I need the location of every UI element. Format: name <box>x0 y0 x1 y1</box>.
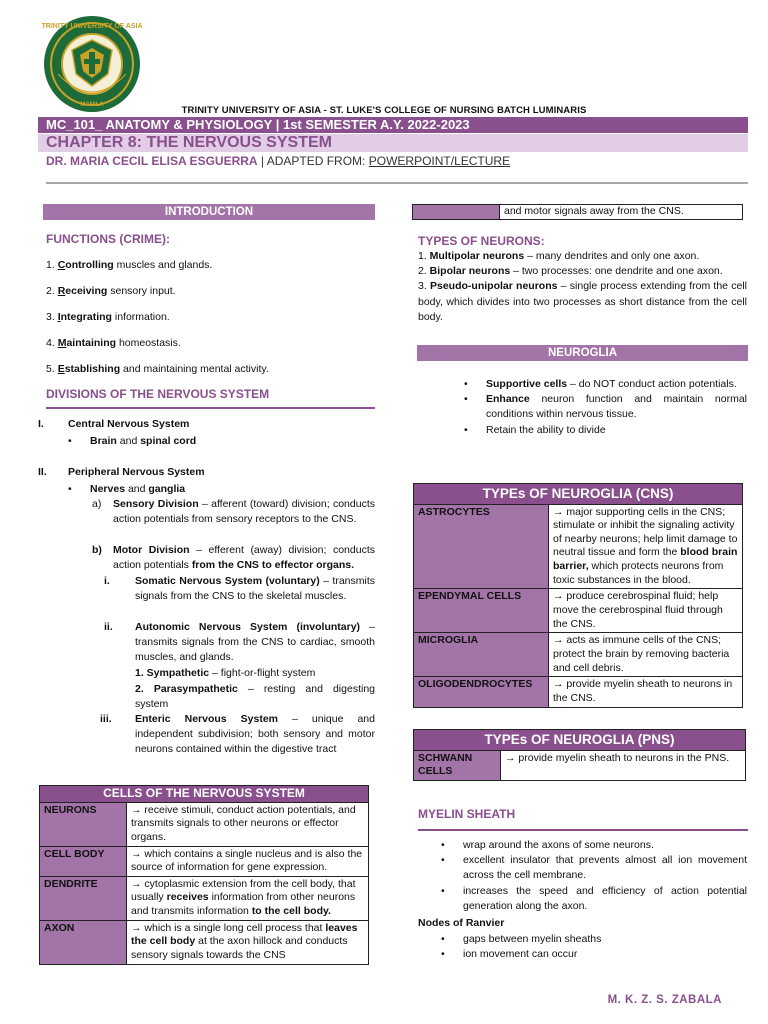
header-divider <box>46 182 748 184</box>
cns-heading: Central Nervous System <box>68 418 190 430</box>
neuron-types-list <box>418 249 747 325</box>
cell-value: → produce cerebrospinal fluid; help move the cerebrospinal fluid through the CNS. <box>549 589 743 633</box>
function-item: 3. Integrating information. <box>46 311 170 323</box>
cell-key: NEURONS <box>40 802 127 846</box>
cell-value: → acts as immune cells of the CNS; protect the brain by removing bacteria and cell debris. <box>549 633 743 677</box>
cell-value: → which is a single long cell process that leaves the cell body at the axon hillock and conducts sensory signals towards the CNS <box>127 920 369 964</box>
myelin-bullets <box>463 838 747 914</box>
function-item: 2. Receiving sensory input. <box>46 285 176 297</box>
nodes-title: Nodes of Ranvier <box>418 917 505 929</box>
cell-key: MICROGLIA <box>414 633 549 677</box>
list-item: 2. Bipolar neurons – two processes: one dendrite and one axon. <box>418 265 723 278</box>
motor-letter: b) <box>92 544 102 556</box>
cell-value: → cytoplasmic extension from the cell body, that usually receives information from other neurons and transmits information to the cell body. <box>127 876 369 920</box>
table-row <box>414 750 746 780</box>
list-item: • increases the speed and efficiency of action potential generation along the axon. <box>463 884 747 914</box>
pns-heading: Peripheral Nervous System <box>68 466 205 478</box>
university-seal <box>42 14 142 114</box>
seal-icon <box>42 14 142 114</box>
neuroglia-pns-title: TYPEs OF NEUROGLIA (PNS) <box>414 730 746 751</box>
neuroglia-cns-table <box>413 483 743 708</box>
cell-value: → provide myelin sheath to neurons in the PNS. <box>501 750 746 780</box>
functions-title: FUNCTIONS (CRIME): <box>46 232 170 246</box>
table-row <box>40 846 369 876</box>
list-item: • Retain the ability to divide <box>486 423 747 438</box>
cells-table <box>39 785 369 965</box>
svg-text:MANILA: MANILA <box>80 102 104 108</box>
enteric-system: Enteric Nervous System – unique and independent subdivision; both sensory and motor neurons contained within the digestive tract <box>135 713 375 756</box>
cell-key: SCHWANN CELLS <box>414 750 501 780</box>
somatic-system: Somatic Nervous System (voluntary) – transmits signals from the CNS to the skeletal muscles. <box>135 575 375 603</box>
list-item: 3. Pseudo-unipolar neurons – single process extending from the cell body, which divides into two processes as short distance from the cell body. <box>418 280 747 323</box>
neuroglia-bar: NEUROGLIA <box>417 345 748 361</box>
school-line: TRINITY UNIVERSITY OF ASIA - ST. LUKE'S COLLEGE OF NURSING BATCH LUMINARIS <box>181 105 587 116</box>
cns-numeral: I. <box>38 418 44 430</box>
cells-table-continued <box>412 204 743 220</box>
pns-numeral: II. <box>38 466 47 478</box>
cells-table-title: CELLS OF THE NERVOUS SYSTEM <box>40 786 369 803</box>
divisions-title: DIVISIONS OF THE NERVOUS SYSTEM <box>46 386 375 409</box>
myelin-title: MYELIN SHEATH <box>418 806 748 831</box>
neuroglia-pns-table <box>413 729 746 781</box>
function-item: 5. Establishing and maintaining mental activity. <box>46 363 269 375</box>
list-item: • gaps between myelin sheaths <box>463 932 747 947</box>
sensory-division: Sensory Division – afferent (toward) division; conducts action potentials from sensory receptors to the CNS. <box>113 498 375 526</box>
list-item: • wrap around the axons of some neurons. <box>463 838 747 853</box>
cell-value: and motor signals away from the CNS. <box>500 205 743 220</box>
cell-key: CELL BODY <box>40 846 127 876</box>
sensory-letter: a) <box>92 498 102 510</box>
table-row <box>40 920 369 964</box>
cell-value: → major supporting cells in the CNS; stimulate or inhibit the signaling activity of nearby neurons; help limit damage to neutral tissue and form the blood brain barrier, which protects neurons from toxic substances in the blood. <box>549 504 743 589</box>
nodes-bullets <box>463 932 747 962</box>
table-row <box>414 589 743 633</box>
table-row <box>414 504 743 589</box>
author-name: DR. MARIA CECIL ELISA ESGUERRA <box>46 154 258 168</box>
cell-key: DENDRITE <box>40 876 127 920</box>
list-item: • Enhance neuron function and maintain normal conditions within nervous tissue. <box>486 392 747 422</box>
cell-key: OLIGODENDROCYTES <box>414 677 549 707</box>
neuron-types-title: TYPES OF NEURONS: <box>418 234 545 248</box>
sympathetic: 1. Sympathetic – fight-or-flight system <box>135 667 316 679</box>
function-item: 1. Controlling muscles and glands. <box>46 259 213 271</box>
autonomic-system: Autonomic Nervous System (involuntary) – transmits signals from the CNS to cardiac, smooth muscles, and glands. <box>135 621 375 664</box>
list-item: • excellent insulator that prevents almost all ion movement across the cell membrane. <box>463 853 747 883</box>
list-item: 1. Multipolar neurons – many dendrites and only one axon. <box>418 250 700 262</box>
cell-value: → which contains a single nucleus and is also the source of information for gene expression. <box>127 846 369 876</box>
function-item: 4. Maintaining homeostasis. <box>46 337 181 349</box>
introduction-bar: INTRODUCTION <box>43 204 375 220</box>
cell-key <box>413 205 500 220</box>
chapter-title: CHAPTER 8: THE NERVOUS SYSTEM <box>38 134 748 152</box>
cell-key: ASTROCYTES <box>414 504 549 589</box>
pns-bullet: • Nerves and ganglia <box>90 482 185 497</box>
cell-key: AXON <box>40 920 127 964</box>
neuroglia-cns-title: TYPEs OF NEUROGLIA (CNS) <box>414 484 743 505</box>
table-row <box>40 802 369 846</box>
cell-key: EPENDYMAL CELLS <box>414 589 549 633</box>
cns-bullet: • Brain and spinal cord <box>90 434 196 449</box>
svg-text:TRINITY UNIVERSITY OF ASIA: TRINITY UNIVERSITY OF ASIA <box>42 23 142 30</box>
list-item: • Supportive cells – do NOT conduct action potentials. <box>486 377 747 392</box>
cell-value: → receive stimuli, conduct action potentials, and transmits signals to other neurons or effector organs. <box>127 802 369 846</box>
list-item: • ion movement can occur <box>463 947 747 962</box>
source-link[interactable]: POWERPOINT/LECTURE <box>368 154 511 168</box>
cell-value: → provide myelin sheath to neurons in the CNS. <box>549 677 743 707</box>
enteric-numeral: iii. <box>100 713 112 725</box>
functions-list <box>46 258 376 388</box>
course-line: MC_101_ ANATOMY & PHYSIOLOGY | 1st SEMESTER A.Y. 2022-2023 <box>38 117 748 133</box>
motor-division: Motor Division – efferent (away) division; conducts action potentials from the CNS to effector organs. <box>113 544 375 572</box>
somatic-numeral: i. <box>104 575 110 587</box>
table-row <box>414 633 743 677</box>
parasympathetic: 2. Parasympathetic – resting and digesting system <box>135 683 375 711</box>
adapted-label: ADAPTED FROM: <box>266 154 366 168</box>
table-row <box>40 876 369 920</box>
table-row <box>413 205 743 220</box>
table-row <box>414 677 743 707</box>
autonomic-numeral: ii. <box>104 621 113 633</box>
author-line <box>46 153 510 170</box>
neuroglia-bullets <box>486 377 747 438</box>
author-separator: | <box>260 154 265 168</box>
author-signature: M. K. Z. S. ZABALA <box>607 994 722 1006</box>
